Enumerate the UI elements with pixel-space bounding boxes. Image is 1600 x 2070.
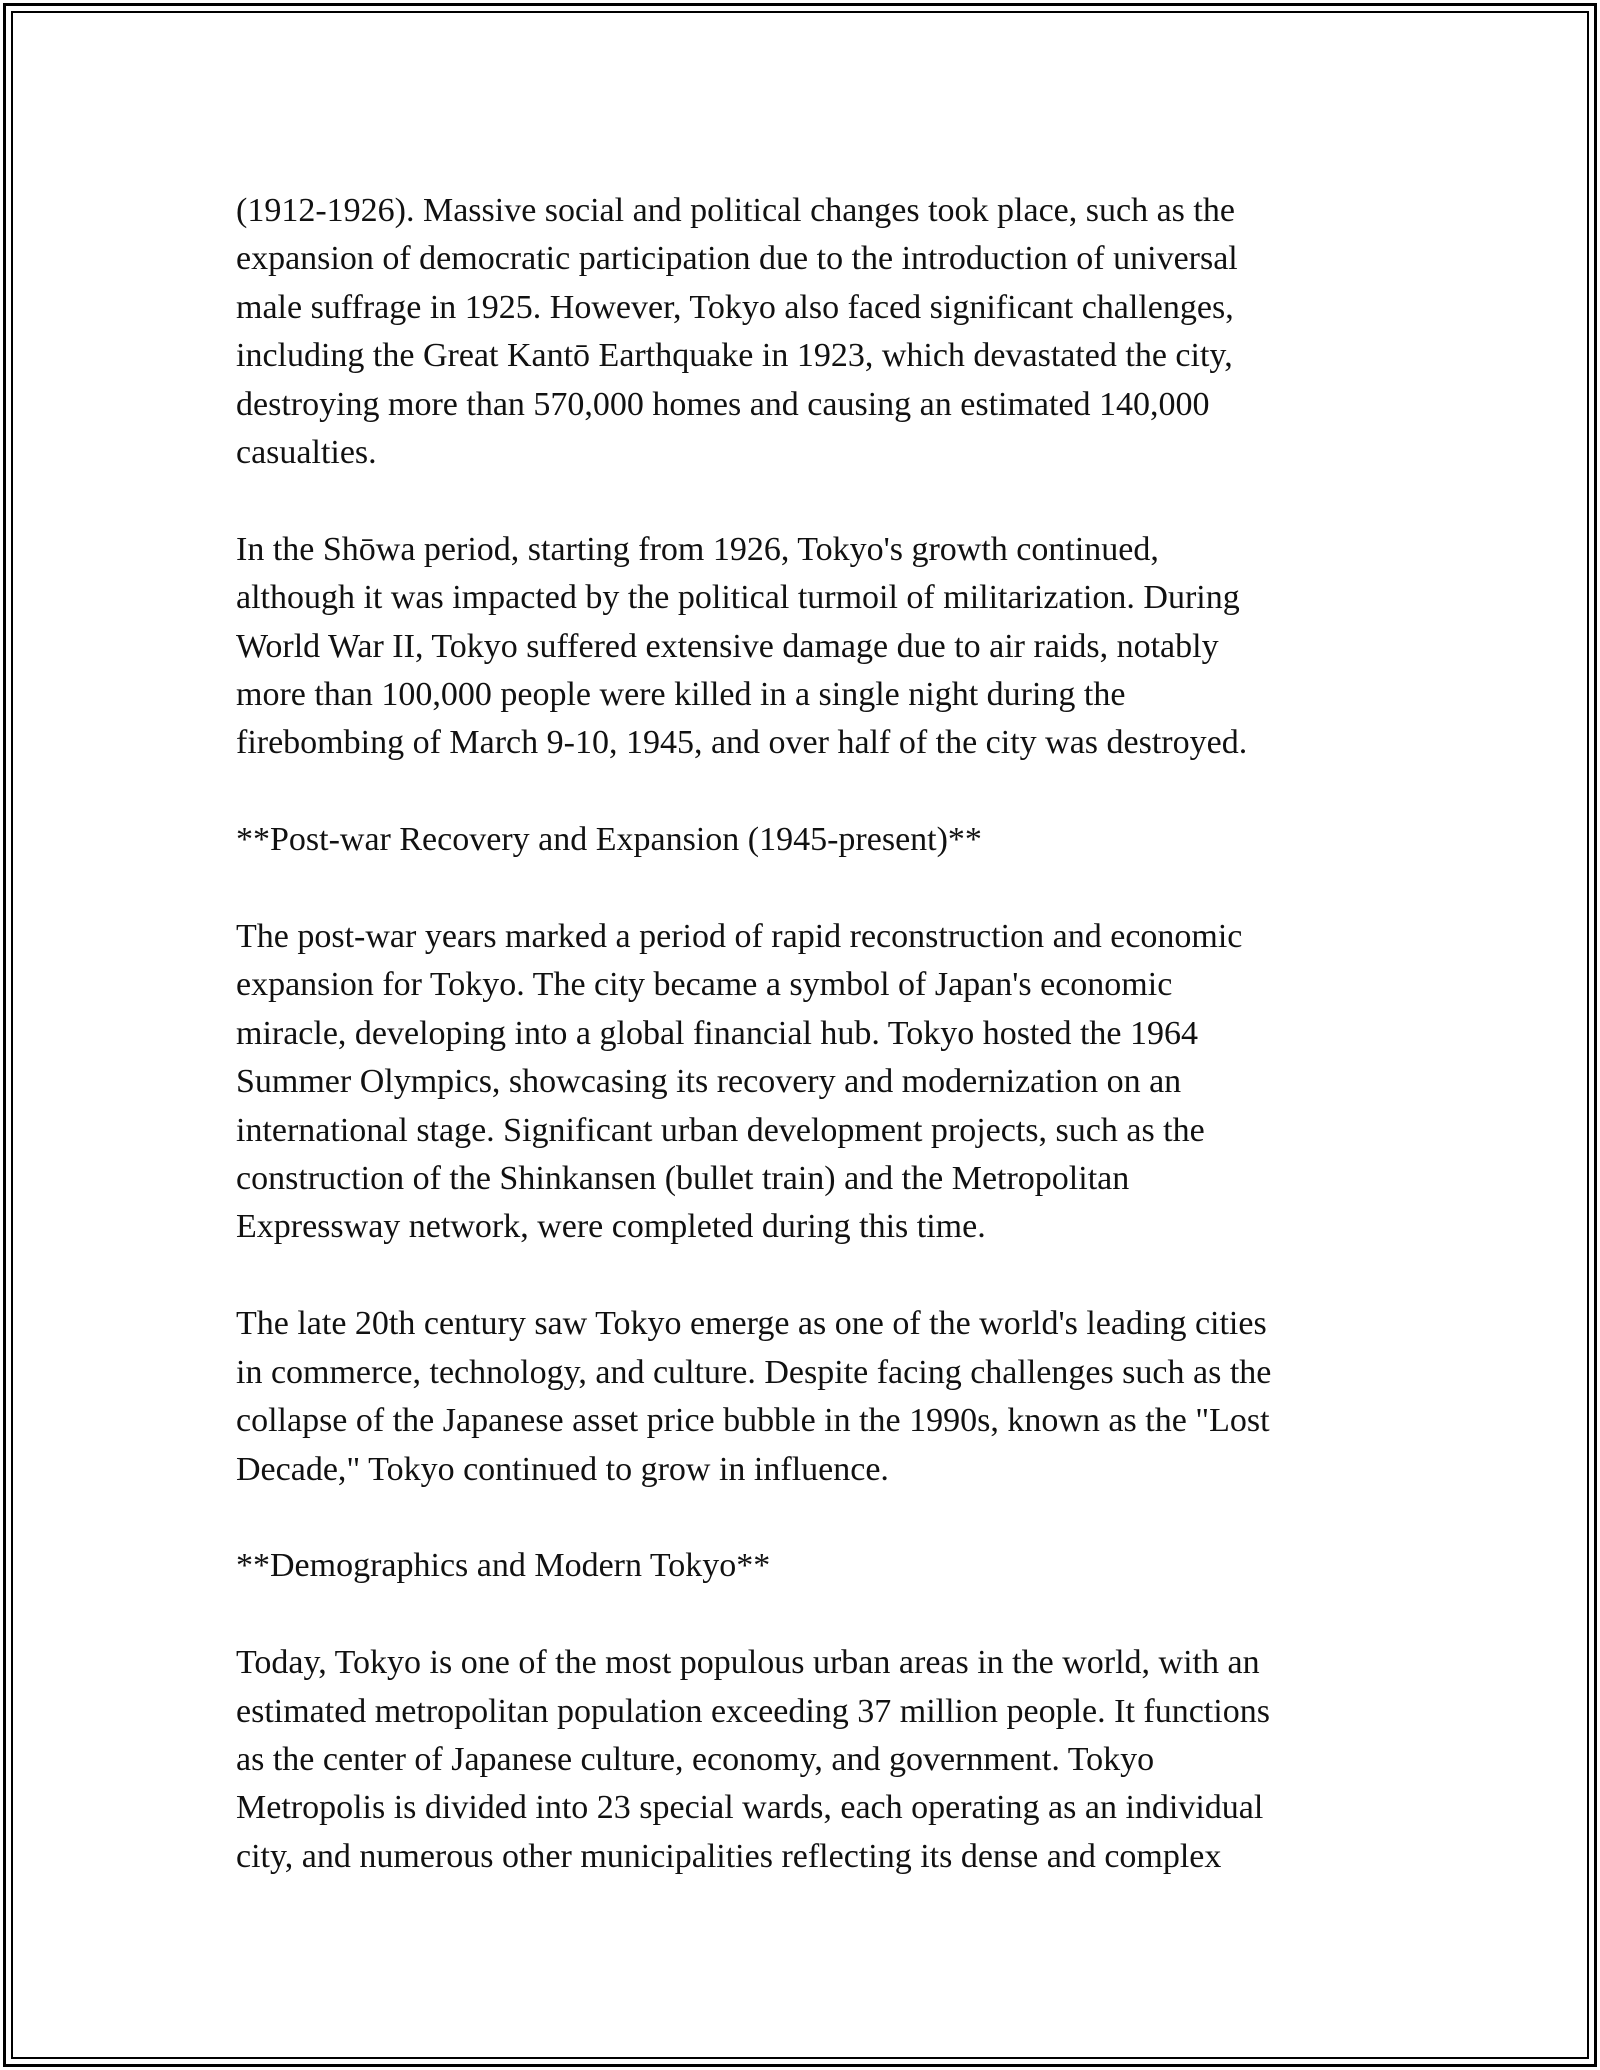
- paragraph-showa-period: [236, 526, 1416, 768]
- section-heading-demographics: [236, 1542, 1416, 1590]
- text-line: Expressway network, were completed during this time.: [236, 1208, 986, 1246]
- text-line: Summer Olympics, showcasing its recovery and modernization on an: [236, 1063, 1182, 1101]
- text-line: (1912-1926). Massive social and political changes took place, such as the: [236, 192, 1235, 229]
- paragraph-late-20th-century: [236, 1300, 1416, 1494]
- text-line: although it was impacted by the political turmoil of militarization. During: [236, 579, 1240, 617]
- text-line: collapse of the Japanese asset price bubble in the 1990s, known as the "Lost: [236, 1402, 1270, 1440]
- text-line: miracle, developing into a global financial hub. Tokyo hosted the 1964: [236, 1014, 1198, 1052]
- text-line: city, and numerous other municipalities reflecting its dense and complex: [236, 1837, 1222, 1875]
- text-line: male suffrage in 1925. However, Tokyo also faced significant challenges,: [236, 288, 1234, 326]
- text-line: World War II, Tokyo suffered extensive damage due to air raids, notably: [236, 627, 1219, 665]
- text-line: destroying more than 570,000 homes and causing an estimated 140,000: [236, 385, 1210, 423]
- paragraph-today: [236, 1639, 1416, 1881]
- text-line: Today, Tokyo is one of the most populous urban areas in the world, with an: [236, 1644, 1260, 1682]
- text-line: In the Shōwa period, starting from 1926, Tokyo's growth continued,: [236, 530, 1159, 568]
- text-line: international stage. Significant urban development projects, such as the: [236, 1111, 1205, 1149]
- text-line: casualties.: [236, 434, 377, 472]
- paragraph-post-war-years: [236, 913, 1416, 1252]
- text-line: expansion of democratic participation due to the introduction of universal: [236, 240, 1238, 278]
- text-line: as the center of Japanese culture, economy, and government. Tokyo: [236, 1740, 1155, 1778]
- text-line: The late 20th century saw Tokyo emerge as one of the world's leading cities: [236, 1305, 1267, 1343]
- text-line: Metropolis is divided into 23 special wards, each operating as an individual: [236, 1789, 1264, 1827]
- text-line: Decade," Tokyo continued to grow in influence.: [236, 1450, 889, 1488]
- section-heading-post-war: [236, 816, 1416, 864]
- text-line: estimated metropolitan population exceeding 37 million people. It functions: [236, 1692, 1270, 1730]
- paragraph-taisho-period: [236, 187, 1416, 477]
- text-line: expansion for Tokyo. The city became a symbol of Japan's economic: [236, 966, 1173, 1004]
- text-line: construction of the Shinkansen (bullet train) and the Metropolitan: [236, 1160, 1130, 1198]
- text-line: firebombing of March 9-10, 1945, and over half of the city was destroyed.: [236, 724, 1248, 762]
- text-line: including the Great Kantō Earthquake in 1923, which devastated the city,: [236, 337, 1233, 375]
- document-body: [236, 187, 1416, 1881]
- heading-line: **Demographics and Modern Tokyo**: [236, 1547, 771, 1585]
- heading-line: **Post-war Recovery and Expansion (1945-present)**: [236, 821, 982, 859]
- text-line: in commerce, technology, and culture. Despite facing challenges such as the: [236, 1353, 1272, 1391]
- text-line: more than 100,000 people were killed in a single night during the: [236, 676, 1126, 714]
- text-line: The post-war years marked a period of rapid reconstruction and economic: [236, 918, 1243, 956]
